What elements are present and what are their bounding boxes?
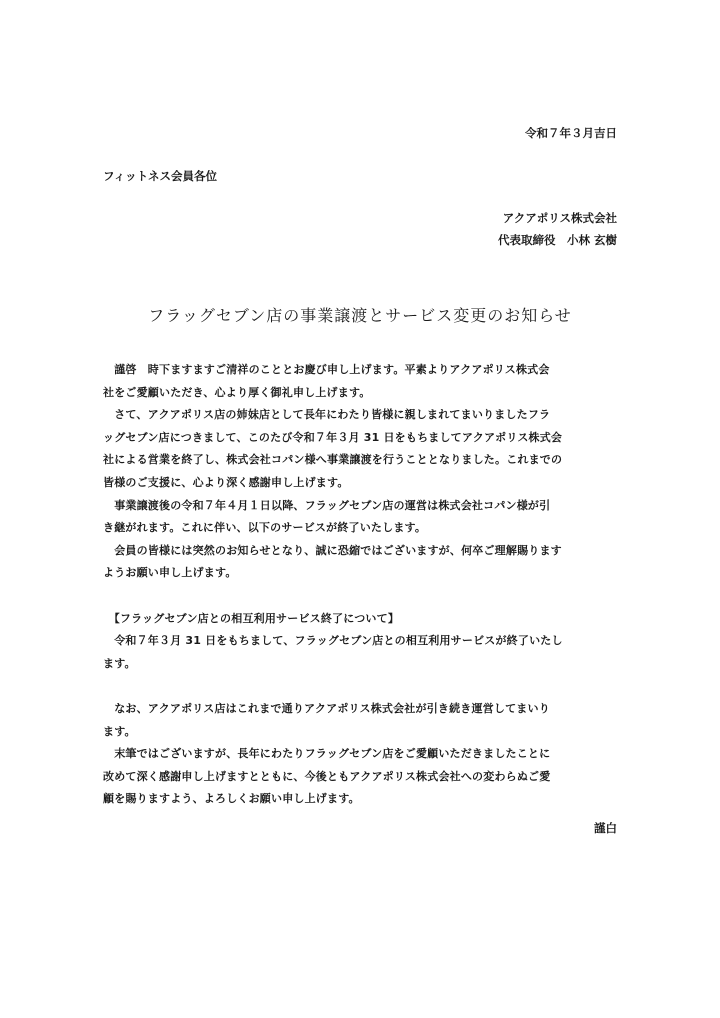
section-line: ます。 [103, 656, 136, 670]
body-line: 謹啓 時下ますますご清祥のこととお慶び申し上げます。平素よりアクアポリス株式会 [103, 363, 550, 376]
body-line: 会員の皆様には突然のお知らせとなり、誠に恐縮ではございますが、何卒ご理解賜ります [103, 543, 562, 557]
section-line: 令和７年３月 31 日をもちまして、フラッグセブン店との相互利用サービスが終了いたし [103, 634, 563, 648]
body-line: ッグセブン店につきまして、このたび令和７年３月 31 日をもちましてアクアポリス株式会 [103, 430, 563, 444]
closing-line: 改めて深く感謝申し上げますとともに、今後ともアクアポリス株式会社への変わらぬご愛 [103, 769, 551, 783]
closing-line: なお、アクアポリス店はこれまで通りアクアポリス株式会社が引き続き運営してまいり [103, 701, 550, 715]
body-line: 社をご愛顧いただき、心より厚く御礼申し上げます。 [103, 385, 371, 399]
body-line: 社による営業を終了し、株式会社コパン様へ事業譲渡を行うこととなりました。これまでの [103, 453, 563, 467]
section-heading: 【フラッグセブン店との相互利用サービス終了について】 [103, 611, 400, 625]
body-line: 皆様のご支援に、心より深く感謝申し上げます。 [103, 475, 349, 489]
sender-representative: 代表取締役 小林 玄樹 [497, 233, 617, 247]
document-body [103, 359, 623, 811]
body-line: ようお願い申し上げます。 [103, 566, 237, 580]
addressee: フィットネス会員各位 [103, 169, 217, 183]
document-date: 令和７年３月吉日 [525, 126, 617, 140]
paragraph-gap [103, 585, 623, 608]
sender-company: アクアポリス株式会社 [502, 211, 617, 225]
document-title: フラッグセブン店の事業譲渡とサービス変更のお知らせ [148, 306, 572, 325]
body-line: 事業譲渡後の令和７年４月１日以降、フラッグセブン店の運営は株式会社コパン様が引 [103, 498, 551, 512]
body-line: さて、アクアポリス店の姉妹店として長年にわたり皆様に親しまれてまいりましたフラ [103, 408, 551, 422]
closing-word: 謹白 [594, 821, 617, 835]
closing-line: 末筆ではございますが、長年にわたりフラッグセブン店をご愛顧いただきましたことに [103, 747, 551, 761]
body-line: き継がれます。これに伴い、以下のサービスが終了いたします。 [103, 521, 427, 535]
closing-line: ます。 [103, 724, 136, 738]
closing-line: 顧を賜りますよう、よろしくお願い申し上げます。 [103, 792, 360, 806]
paragraph-gap [103, 675, 623, 698]
